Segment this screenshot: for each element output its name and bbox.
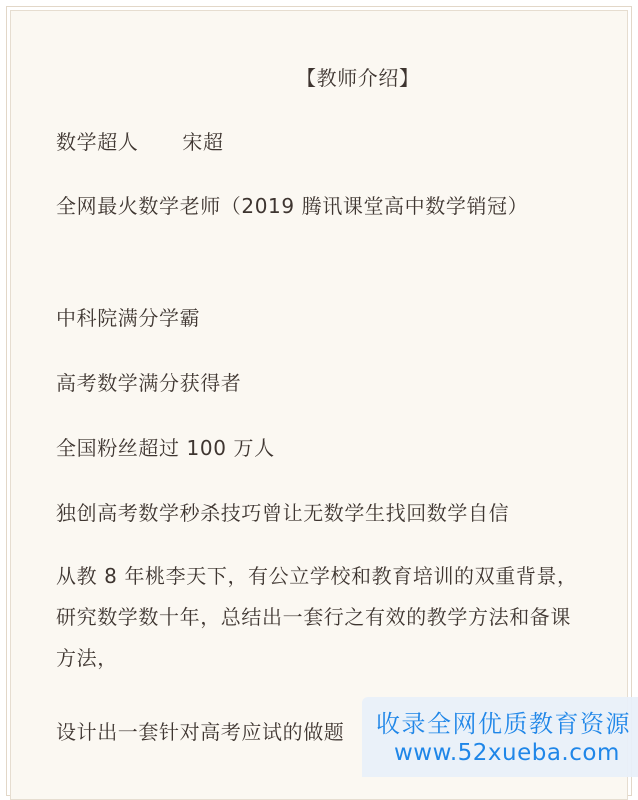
intro-line-6: 从教 8 年桃李天下，有公立学校和教育培训的双重背景，研究数学数十年，总结出一套行之有效的教学方法和备课方法， xyxy=(56,564,578,670)
section-title: 【教师介绍】 xyxy=(296,66,420,90)
intro-line-4: 全国粉丝超过 100 万人 xyxy=(56,436,275,460)
teacher-headline xyxy=(56,126,224,155)
intro-line-2: 中科院满分学霸 xyxy=(56,306,201,330)
intro-line-3: 高考数学满分获得者 xyxy=(56,371,242,395)
watermark-slogan: 收录全网优质教育资源 xyxy=(376,710,631,738)
site-watermark xyxy=(362,697,638,777)
intro-line-7: 设计出一套针对高考应试的做题 xyxy=(56,720,345,744)
teacher-role: 数学超人 xyxy=(56,130,139,154)
intro-line-1: 全网最火数学老师（2019 腾讯课堂高中数学销冠） xyxy=(56,194,529,218)
watermark-url: www.52xueba.com xyxy=(394,740,620,766)
intro-line-5: 独创高考数学秒杀技巧曾让无数学生找回数学自信 xyxy=(56,501,510,525)
teacher-name: 宋超 xyxy=(182,130,224,154)
